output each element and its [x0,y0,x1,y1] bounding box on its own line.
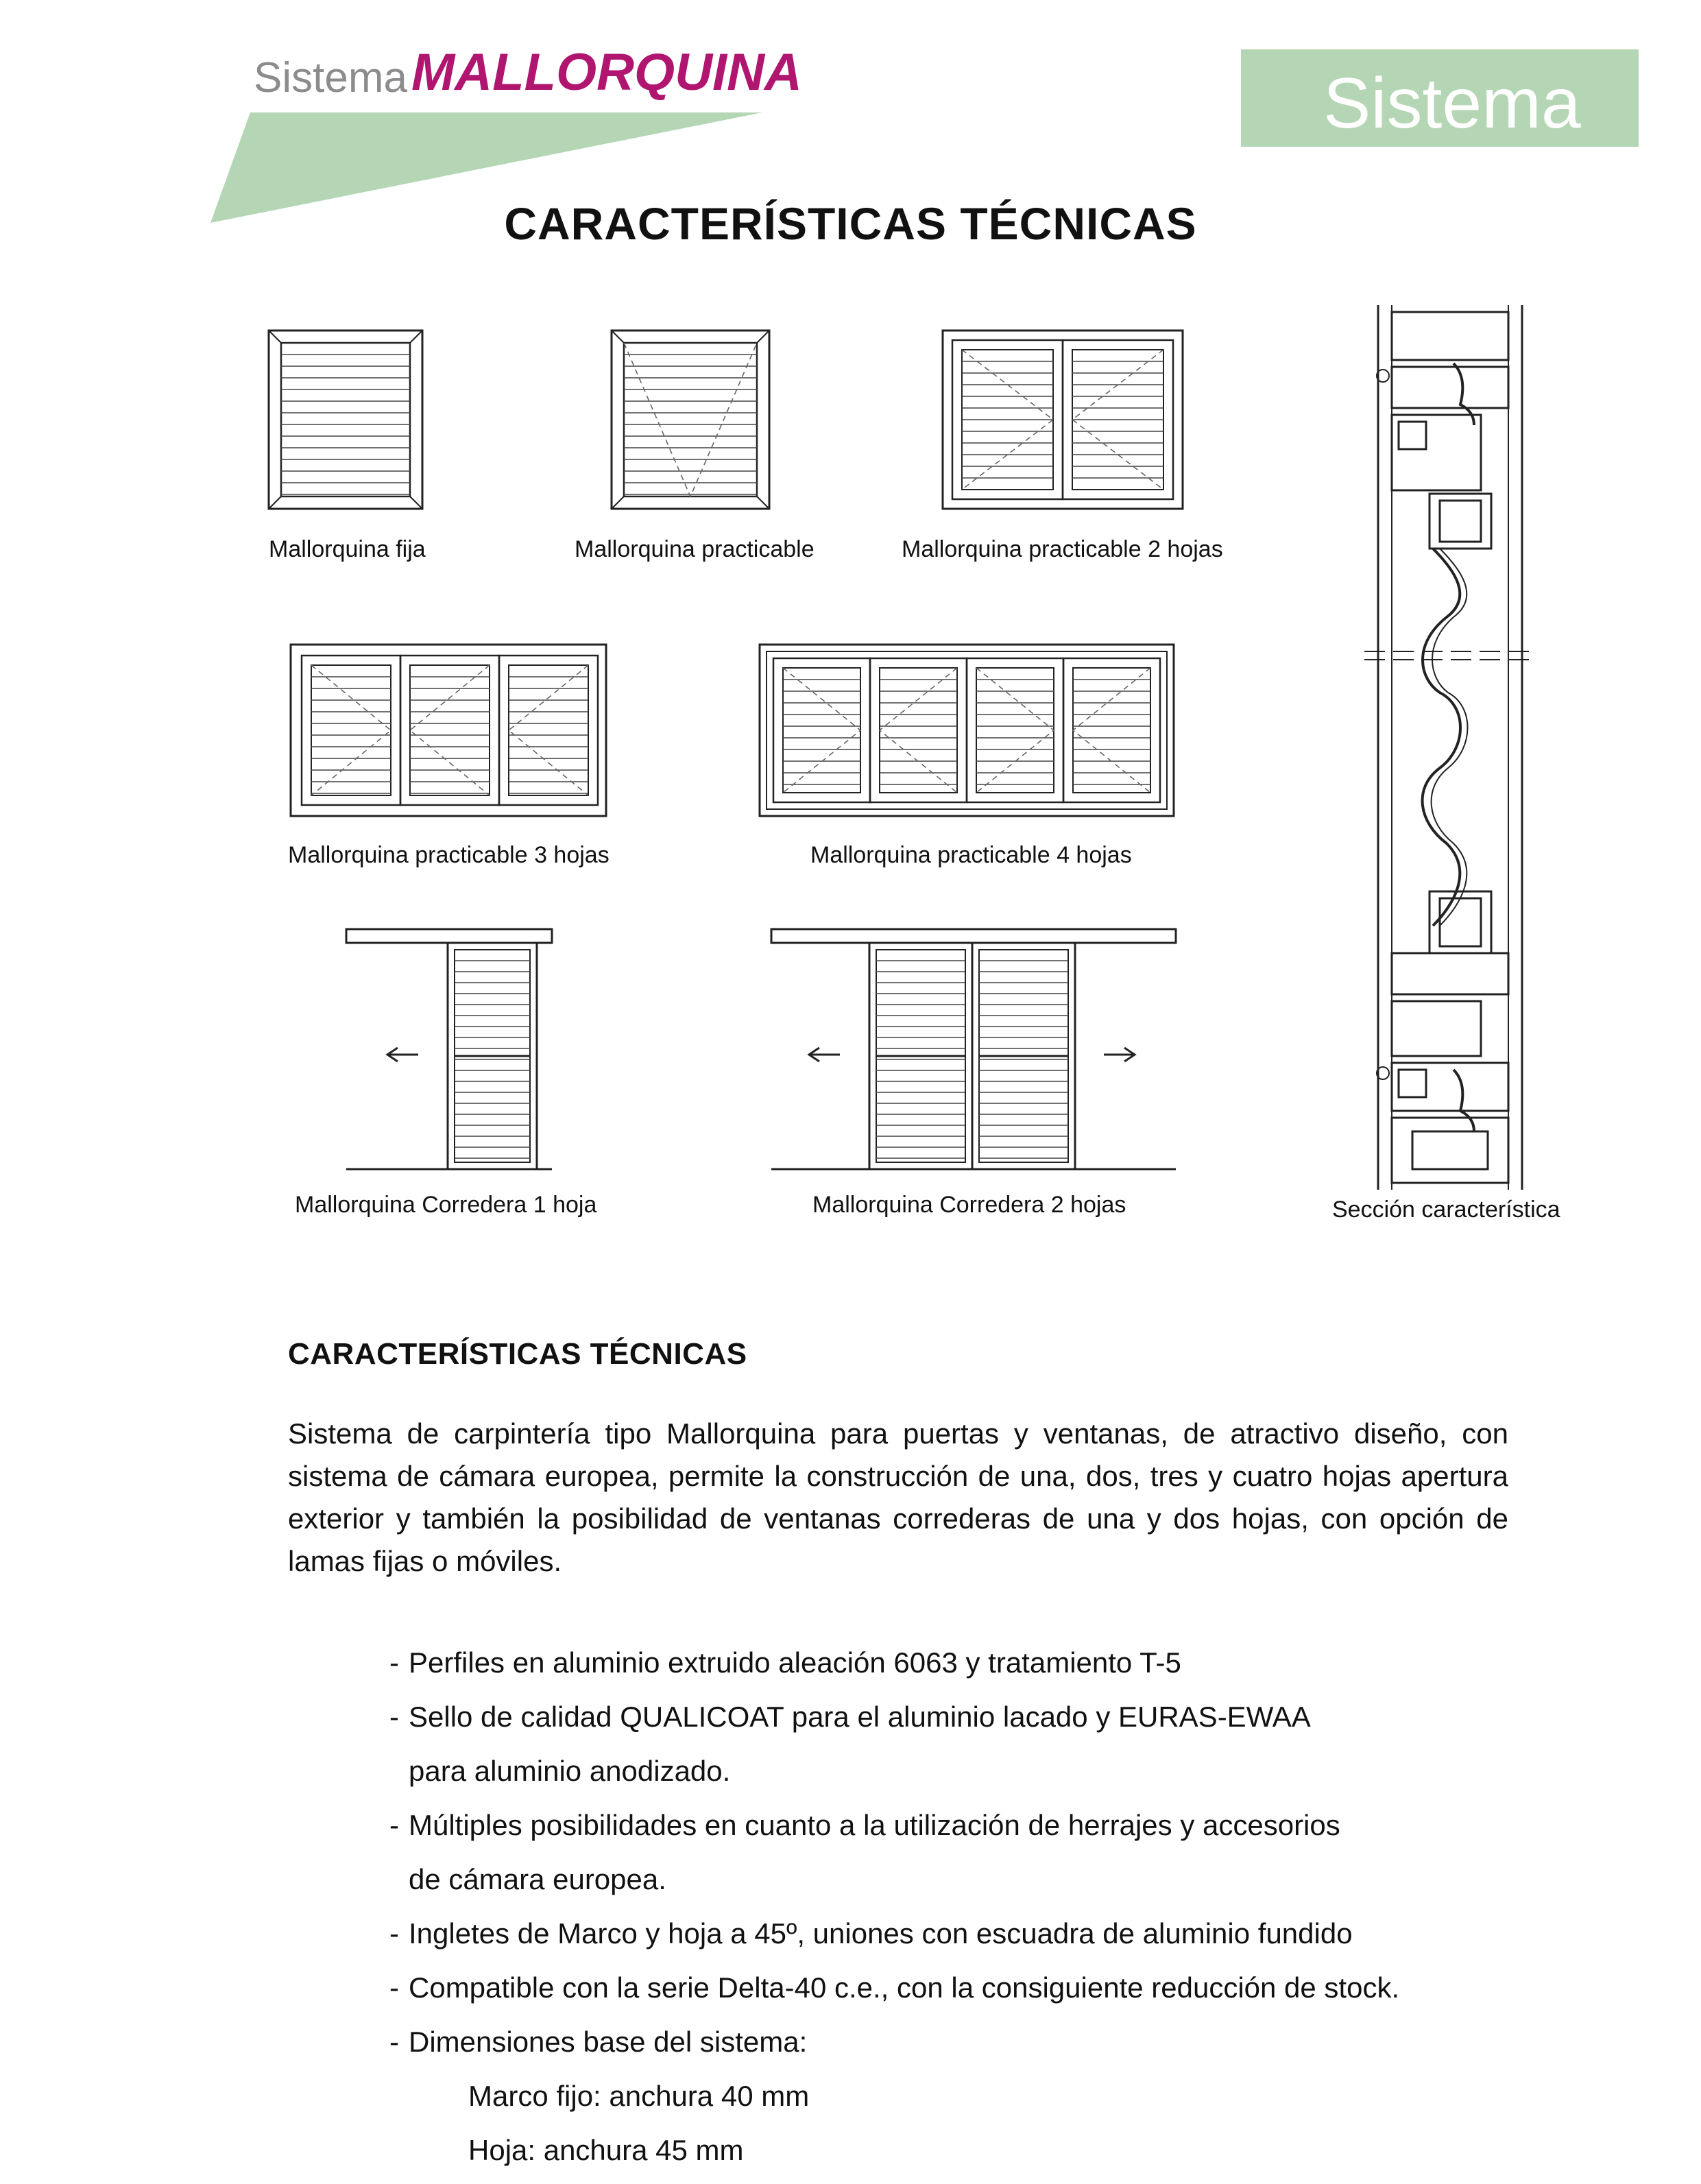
feature-item: - Sello de calidad QUALICOAT para el aluminio lacado y EURAS-EWAA [389,1701,1311,1733]
opening-indicator [311,665,391,795]
sash-inner [1073,668,1150,793]
feature-item: - Ingletes de Marco y hoja a 45º, uniones con escuadra de aluminio fundido [389,1917,1353,1949]
opening-indicator [783,668,860,793]
sash-frame [400,656,499,805]
caption-corredera-1: Mallorquina Corredera 1 hoja [295,1192,597,1218]
sash-inner [880,668,957,793]
sash-frame [302,656,400,805]
opening-indicator [410,665,490,795]
frame-mitre [757,496,769,509]
caption-corredera-2: Mallorquina Corredera 2 hojas [812,1192,1126,1218]
frame-outer [269,331,422,509]
caption-practicable-4: Mallorquina practicable 4 hojas [810,842,1132,868]
caption-practicable-3: Mallorquina practicable 3 hojas [288,842,610,868]
features-list [389,1635,1555,2177]
feature-item-continued: para aluminio anodizado. [409,1755,731,1787]
section-heading: CARACTERÍSTICAS TÉCNICAS [288,1337,747,1371]
dimension-item: Hoja: anchura 45 mm [468,2134,744,2166]
drawing-corredera-2 [771,929,1176,1169]
sash-inner [311,665,391,795]
sash-inner [783,668,860,793]
drawing-corredera-1 [346,929,552,1169]
sash-frame [499,656,598,805]
frame-mitre [410,496,422,509]
opening-indicator [509,665,588,795]
slide-arrow-left-icon [387,1048,418,1061]
frame-mitre [269,331,281,343]
drawing-practicable-2 [943,331,1183,509]
header-tag-label: Sistema [1323,64,1581,143]
opening-indicator [880,668,957,793]
frame-mitre [410,331,422,343]
opening-indicator [1073,668,1150,793]
slide-arrow-right-icon [1104,1048,1135,1061]
feature-item: - Compatible con la serie Delta-40 c.e., con la consiguiente reducción de stock. [389,1971,1400,2004]
frame-outer [291,645,606,816]
feature-item: - Perfiles en aluminio extruido aleación 6063 y tratamiento T-5 [389,1646,1181,1679]
caption-fija: Mallorquina fija [269,536,426,562]
frame-mitre [612,496,624,509]
feature-item-continued: de cámara europea. [409,1863,666,1895]
frame-mitre [269,496,281,509]
feature-item: - Múltiples posibilidades en cuanto a la utilización de herrajes y accesorios [389,1809,1340,1841]
drawing-practicable-4 [760,645,1174,816]
top-rail [771,929,1176,943]
drawing-practicable [612,331,769,509]
brand-name: MALLORQUINA [411,43,802,101]
intro-paragraph: Sistema de carpintería tipo Mallorquina para puertas y ventanas, de atractivo diseño, con sistema de cámara europea, permite la construcción de una, dos, tres y cuatro hojas apertura exterior y también la posibilidad de ventanas correderas de una y dos hojas, con opción de lamas fijas o móviles. [288,1417,1508,1577]
caption-practicable: Mallorquina practicable [575,536,815,562]
drawing-practicable-3 [291,645,606,816]
drawing-fija [269,331,422,509]
top-rail [346,929,552,943]
dimension-item: Marco fijo: anchura 40 mm [468,2080,810,2112]
frame-mitre [757,331,769,343]
caption-practicable-2: Mallorquina practicable 2 hojas [902,536,1223,562]
drawing-section [1364,305,1532,1190]
frame-outer [612,331,769,509]
feature-item: - Dimensiones base del sistema: [389,2026,808,2058]
caption-seccion: Sección característica [1332,1197,1560,1223]
sash-inner [410,665,490,795]
brand-prefix: Sistema [254,54,407,101]
sash-inner [976,668,1054,793]
opening-indicator [976,668,1054,793]
frame-mitre [612,331,624,343]
page-title: CARACTERÍSTICAS TÉCNICAS [504,198,1197,249]
slide-arrow-left-icon [809,1048,840,1061]
sash-inner [509,665,588,795]
